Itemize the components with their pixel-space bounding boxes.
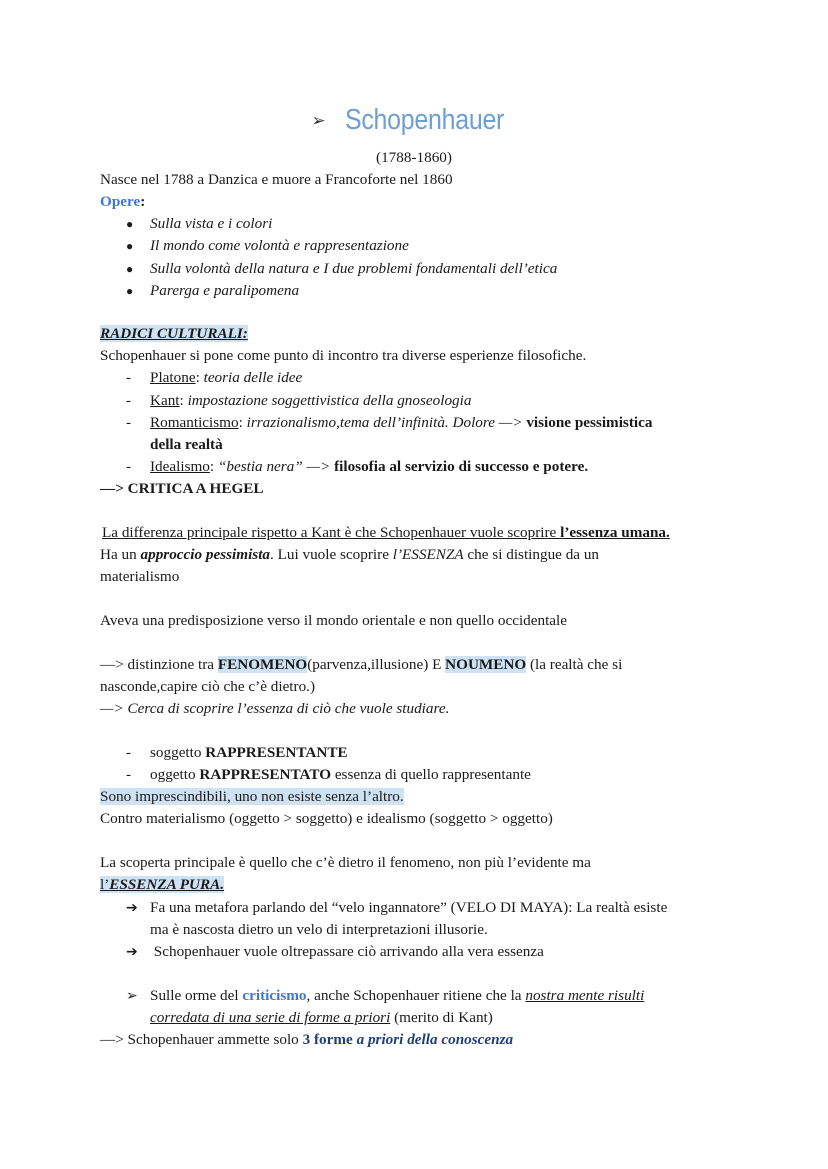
critica-hegel: —> CRITICA A HEGEL <box>100 480 264 497</box>
filled-circle-icon: ● <box>126 239 134 253</box>
opere-heading <box>100 192 145 212</box>
list-item: oggetto RAPPRESENTATO essenza di quello rappresentante <box>150 766 531 783</box>
arrow-item: Fa una metafora parlando del “velo ingannatore” (VELO DI MAYA): La realtà esiste <box>150 899 668 916</box>
bio-line: Nasce nel 1788 a Danzica e muore a Francoforte nel 1860 <box>100 171 453 188</box>
dash-icon: - <box>126 392 132 409</box>
approccio-line: Ha un approccio pessimista. Lui vuole scoprire l’ESSENZA che si distingue da un <box>100 546 600 563</box>
right-arrow-icon: ➔ <box>126 944 138 960</box>
arrowhead-icon: ➢ <box>126 988 138 1004</box>
opera-title: Sulla vista e i colori <box>150 215 273 232</box>
opera-title: Parerga e paralipomena <box>150 282 300 299</box>
opera-title: Sulla volontà della natura e I due problemi fondamentali dell’etica <box>150 260 558 277</box>
dash-icon: - <box>126 766 132 783</box>
dash-icon: - <box>126 369 132 386</box>
oriente-line: Aveva una predisposizione verso il mondo orientale e non quello occidentale <box>100 612 568 629</box>
criticismo-line: Sulle orme del criticismo, anche Schopenhauer ritiene che la nostra mente risulti <box>150 987 645 1004</box>
list-item-continuation: della realtà <box>150 436 223 453</box>
noumeno-term: NOUMENO <box>445 656 527 673</box>
fenomeno-line-3: —> Cerca di scoprire l’essenza di ciò che vuole studiare. <box>100 700 450 717</box>
fenomeno-line-2: nasconde,capire ciò che c’è dietro.) <box>100 678 316 695</box>
fenomeno-line: —> distinzione tra FENOMENO(parvenza,illusione) E NOUMENO (la realtà che si <box>100 656 623 673</box>
filled-circle-icon: ● <box>126 284 134 298</box>
radici-intro: Schopenhauer si pone come punto di incontro tra diverse esperienze filosofiche. <box>100 347 587 364</box>
approccio-line-2: materialismo <box>100 568 180 585</box>
dates: (1788-1860) <box>376 149 452 166</box>
right-arrow-icon: ➔ <box>126 900 138 916</box>
criticismo-term: criticismo <box>242 987 307 1004</box>
arrow-item-continuation: ma è nascosta dietro un velo di interpretazioni illusorie. <box>150 921 488 938</box>
list-item <box>150 281 299 301</box>
arrowhead-icon: ➢ <box>311 110 326 131</box>
list-item <box>150 214 272 234</box>
list-item: Kant: impostazione soggettivistica della gnoseologia <box>150 392 472 409</box>
list-item <box>150 259 557 279</box>
filled-circle-icon: ● <box>126 262 134 276</box>
imprescindibili-line: Sono imprescindibili, uno non esiste senza l’altro. <box>100 788 404 805</box>
list-item: Idealismo: “bestia nera” —> filosofia al servizio di successo e potere. <box>150 458 589 475</box>
list-item <box>150 236 409 256</box>
dash-icon: - <box>126 744 132 761</box>
dash-icon: - <box>126 414 132 431</box>
list-item: soggetto RAPPRESENTANTE <box>150 744 348 761</box>
opere-label: Opere <box>100 193 141 210</box>
dash-icon: - <box>126 458 132 475</box>
arrow-item: Schopenhauer vuole oltrepassare ciò arrivando alla vera essenza <box>150 943 544 960</box>
opere-colon: : <box>140 193 146 210</box>
criticismo-line-2: corredata di una serie di forme a priori (merito di Kant) <box>150 1009 493 1026</box>
forme-line: —> Schopenhauer ammette solo 3 forme a priori della conoscenza <box>100 1031 514 1048</box>
radici-heading <box>100 324 248 344</box>
title-text: Schopenhauer <box>344 104 504 136</box>
radici-heading-text: RADICI CULTURALI: <box>100 325 248 342</box>
contro-line: Contro materialismo (oggetto > soggetto) e idealismo (soggetto > oggetto) <box>100 810 553 827</box>
opera-title: Il mondo come volontà e rappresentazione <box>150 237 409 254</box>
scoperta-line: La scoperta principale è quello che c’è dietro il fenomeno, non più l’evidente ma <box>100 854 591 871</box>
fenomeno-term: FENOMENO <box>217 656 308 673</box>
essenza-pura-line: l’ESSENZA PURA. <box>100 876 225 893</box>
essenza-pura: ESSENZA PURA. <box>109 876 225 893</box>
list-item: Romanticismo: irrazionalismo,tema dell’infinità. Dolore —> visione pessimistica <box>150 414 653 431</box>
list-item: Platone: teoria delle idee <box>150 369 303 386</box>
page-title <box>0 104 828 137</box>
filled-circle-icon: ● <box>126 217 134 231</box>
kant-difference: La differenza principale rispetto a Kant è che Schopenhauer vuole scoprire l’essenza umana. <box>102 524 670 541</box>
